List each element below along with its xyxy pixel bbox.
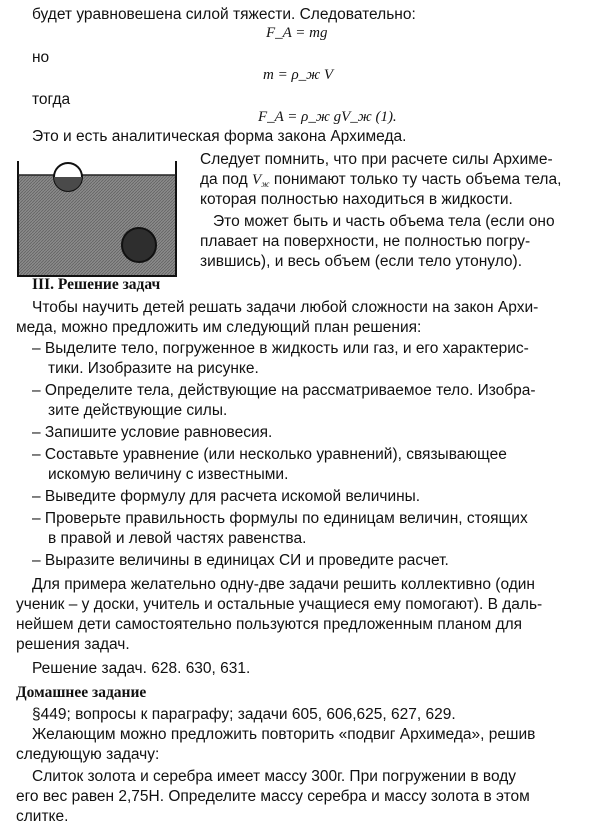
formula-mass: m = ρ_ж V xyxy=(263,67,334,83)
plan-item: – Выделите тело, погруженное в жидкость или газ, и его характерис- xyxy=(32,340,529,357)
plan-item: – Составьте уравнение (или несколько уравнений), связывающее xyxy=(32,446,507,463)
text-line: Чтобы научить детей решать задачи любой сложности на закон Архи- xyxy=(32,299,539,316)
formula-archimedes-force: F_A = mg xyxy=(266,25,328,41)
text-line: будет уравновешена силой тяжести. Следовательно: xyxy=(32,6,416,23)
side-text-line: да под Vж понимают только ту часть объема тела, xyxy=(200,171,562,189)
text-then: тогда xyxy=(32,91,71,108)
sunk-ball xyxy=(122,228,156,262)
side-text-line: которая полностью находиться в жидкости. xyxy=(200,191,513,208)
formula-archimedes-law: F_A = ρ_ж gV_ж (1). xyxy=(258,109,397,125)
plan-item: искомую величину с известными. xyxy=(48,466,289,483)
side-text-line: Следует помнить, что при расчете силы Архиме- xyxy=(200,151,553,168)
side-text-line: плавает на поверхности, не полностью погру- xyxy=(200,233,531,250)
text-line: ученик – у доски, учитель и остальные учащиеся ему помогают). В даль- xyxy=(16,596,543,613)
text-line: меда, можно предложить им следующий план решения: xyxy=(16,319,422,336)
vessel-illustration xyxy=(17,155,177,277)
text-line: Для примера желательно одну-две задачи решить коллективно (один xyxy=(32,576,535,593)
plan-item: – Проверьте правильность формулы по единицам величин, стоящих xyxy=(32,510,528,527)
side-text-line: Это может быть и часть объема тела (если оно xyxy=(213,213,555,230)
plan-item: тики. Изобразите на рисунке. xyxy=(48,360,259,377)
homework-heading: Домашнее задание xyxy=(16,684,147,701)
text-but: но xyxy=(32,49,50,66)
plan-item: – Выразите величины в единицах СИ и проведите расчет. xyxy=(32,552,449,569)
text-line: §449; вопросы к параграфу; задачи 605, 606,625, 627, 629. xyxy=(32,706,456,723)
plan-item: – Определите тела, действующие на рассматриваемое тело. Изобра- xyxy=(32,382,536,399)
side-text-line: зившись), и весь объем (если тело утонуло). xyxy=(200,253,523,270)
liquid xyxy=(18,175,176,275)
section-heading: III. Решение задач xyxy=(32,276,161,293)
text-tasks: Решение задач. 628. 630, 631. xyxy=(32,660,251,677)
text-line: слитке. xyxy=(16,808,69,825)
text-line: решения задач. xyxy=(16,636,130,653)
text-line: его вес равен 2,75Н. Определите массу серебра и массу золота в этом xyxy=(16,788,530,805)
text-line: нейшем дети самостоятельно пользуются предложенным планом для xyxy=(16,616,523,633)
archimedes-figure xyxy=(17,155,177,277)
text-line: следующую задачу: xyxy=(16,746,160,763)
text-line: Слиток золота и серебра имеет массу 300г. При погружении в воду xyxy=(32,768,517,785)
plan-item: в правой и левой частях равенства. xyxy=(48,530,307,547)
text-analytic-form: Это и есть аналитическая форма закона Архимеда. xyxy=(32,128,407,145)
plan-item: зите действующие силы. xyxy=(48,402,228,419)
plan-item: – Запишите условие равновесия. xyxy=(32,424,273,441)
plan-item: – Выведите формулу для расчета искомой величины. xyxy=(32,488,421,505)
text-line: Желающим можно предложить повторить «подвиг Архимеда», решив xyxy=(32,726,536,743)
